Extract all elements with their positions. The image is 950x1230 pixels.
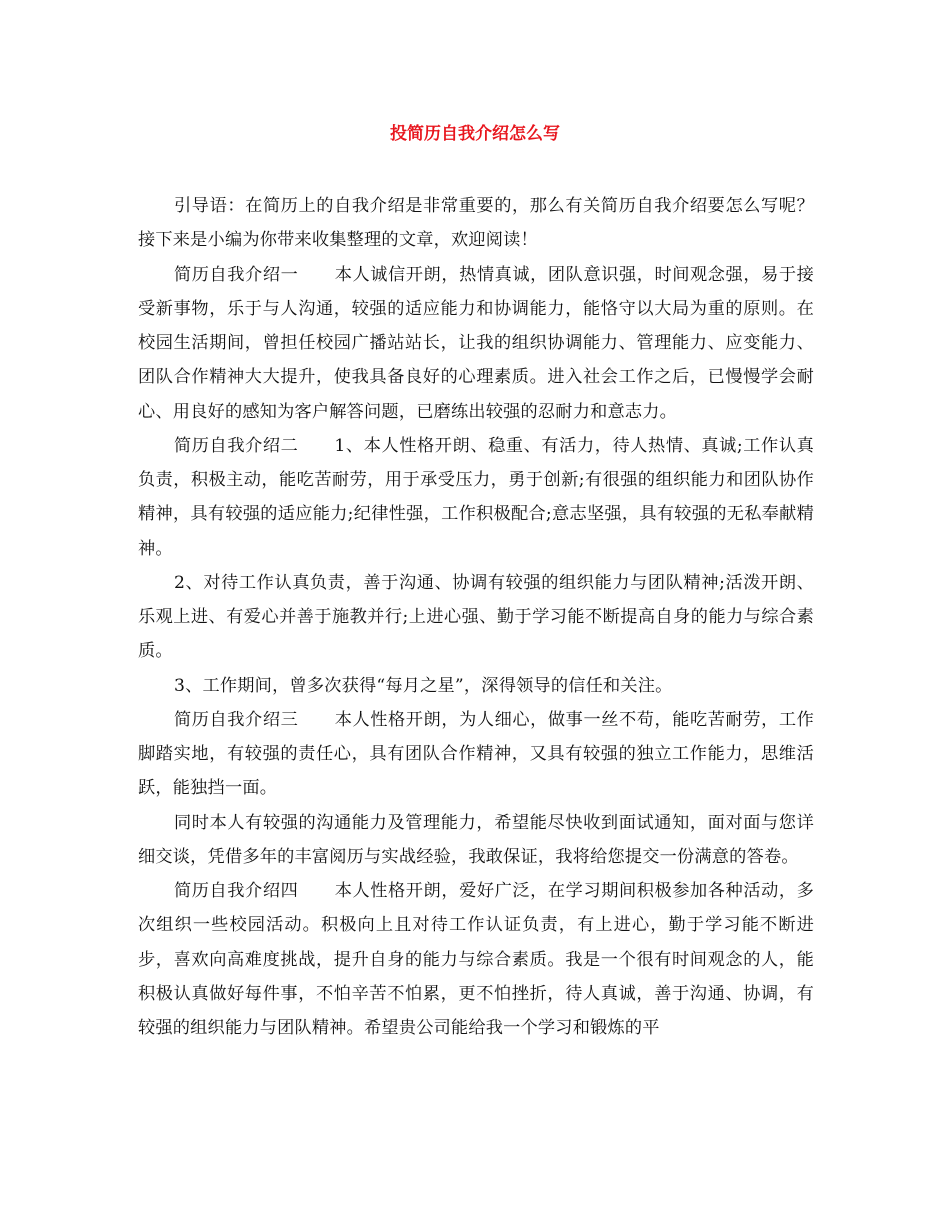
paragraph-text: 3、工作期间，曾多次获得“每月之星”，深得领导的信任和关注。: [174, 675, 673, 696]
section-heading: 简历自我介绍一: [174, 264, 299, 285]
section-heading: 简历自我介绍四: [174, 881, 299, 901]
paragraph-intro-two: [138, 429, 814, 566]
section-heading: 简历自我介绍二: [174, 435, 299, 456]
paragraph-point-two: [138, 566, 814, 669]
section-heading: 简历自我介绍三: [174, 709, 299, 730]
paragraph-text: 本人性格开朗，爱好广泛，在学习期间积极参加各种活动，多次组织一些校园活动。积极向上且对待工作认证负责，有上进心，勤于学习能不断进步，喜欢向高难度挑战，提升自身的能力与综合素质。我是一个很有时间观念的人，能积极认真做好每件事，不怕辛苦不怕累，更不怕挫折，待人真诚，善于沟通、协调，有较强的组织能力与团队精神。希望贵公司能给我一个学习和锻炼的平: [138, 881, 814, 1038]
paragraph-text: 引导语：在简历上的自我介绍是非常重要的，那么有关简历自我介绍要怎么写呢？接下来是小编为你带来收集整理的文章，欢迎阅读！: [138, 196, 814, 251]
paragraph-point-three: [138, 669, 814, 703]
paragraph-intro-one: [138, 258, 814, 429]
document-body: [138, 189, 814, 1045]
paragraph-intro: [138, 189, 814, 258]
paragraph-text: 1、本人性格开朗、稳重、有活力，待人热情、真诚;工作认真负责，积极主动，能吃苦耐劳，用于承受压力，勇于创新;有很强的组织能力和团队协作精神，具有较强的适应能力;纪律性强，工作积极配合;意志坚强，具有较强的无私奉献精神。: [138, 435, 814, 559]
paragraph-text: 本人诚信开朗，热情真诚，团队意识强，时间观念强，易于接受新事物，乐于与人沟通，较强的适应能力和协调能力，能恪守以大局为重的原则。在校园生活期间，曾担任校园广播站站长，让我的组织协调能力、管理能力、应变能力、团队合作精神大大提升，使我具备良好的心理素质。进入社会工作之后，已慢慢学会耐心、用良好的感知为客户解答问题，已磨练出较强的忍耐力和意志力。: [138, 264, 814, 422]
paragraph-text: 本人性格开朗，为人细心，做事一丝不苟，能吃苦耐劳，工作脚踏实地，有较强的责任心，具有团队合作精神，又具有较强的独立工作能力，思维活跃，能独挡一面。: [138, 709, 814, 799]
paragraph-communication: [138, 806, 814, 875]
paragraph-text: 同时本人有较强的沟通能力及管理能力，希望能尽快收到面试通知，面对面与您详细交谈，凭借多年的丰富阅历与实战经验，我敢保证，我将给您提交一份满意的答卷。: [138, 812, 814, 867]
paragraph-text: 2、对待工作认真负责，善于沟通、协调有较强的组织能力与团队精神;活泼开朗、乐观上进、有爱心并善于施教并行;上进心强、勤于学习能不断提高自身的能力与综合素质。: [138, 572, 814, 662]
page-title: 投简历自我介绍怎么写: [390, 124, 560, 144]
paragraph-intro-four: [138, 874, 814, 1045]
paragraph-intro-three: [138, 703, 814, 806]
